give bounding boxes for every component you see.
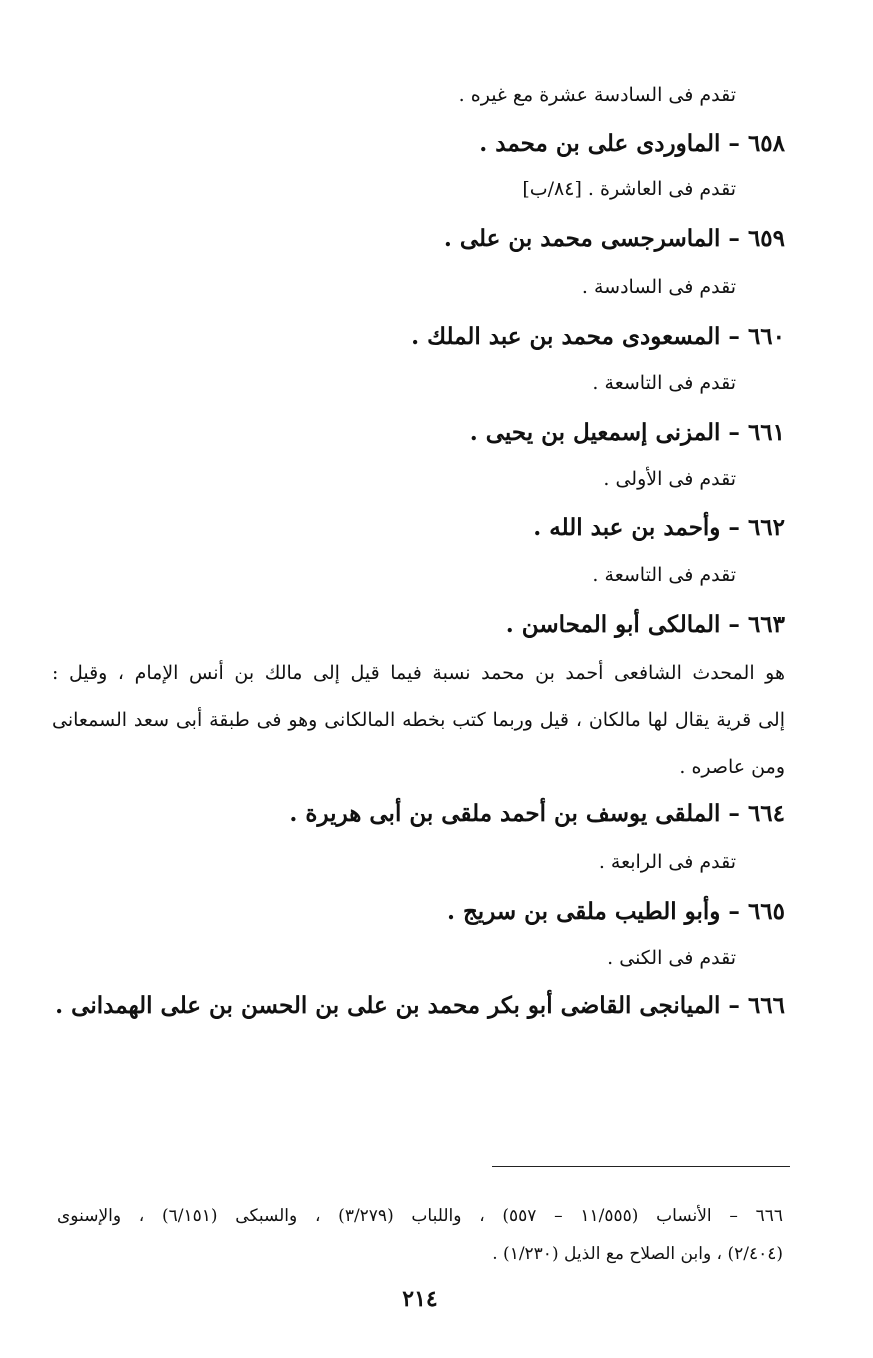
footnote-line: ٦٦٦ – الأنساب (١١/٥٥٥ – ٥٥٧) ، واللباب (٣/٢٧٩) ، والسبكى (٦/١٥١) ، والإسنوى	[57, 1206, 783, 1226]
entry-663-body-line: هو المحدث الشافعى أحمد بن محمد نسبة فيما قيل إلى مالك بن أنس الإمام ، وقيل :	[52, 662, 785, 684]
cross-reference-note: تقدم فى العاشرة . [٨٤/ب]	[522, 178, 736, 200]
entry-662-heading: ٦٦٢ – وأحمد بن عبد الله .	[533, 514, 785, 541]
cross-reference-note: تقدم فى السادسة عشرة مع غيره .	[458, 84, 736, 106]
entry-663-body-line: إلى قرية يقال لها مالكان ، قيل وربما كتب بخطه المالكانى وهو فى طبقة أبى سعد السمعانى	[52, 709, 785, 731]
entry-663-body-line: ومن عاصره .	[679, 756, 785, 778]
footnote-separator	[492, 1166, 790, 1167]
page-number: ٢١٤	[402, 1286, 438, 1312]
entry-661-heading: ٦٦١ – المزنى إسمعيل بن يحيى .	[469, 419, 785, 446]
cross-reference-note: تقدم فى الكنى .	[607, 947, 736, 969]
entry-664-heading: ٦٦٤ – الملقى يوسف بن أحمد ملقى بن أبى هريرة .	[289, 800, 785, 827]
entry-666-heading: ٦٦٦ – الميانجى القاضى أبو بكر محمد بن على بن الحسن بن على الهمدانى .	[55, 992, 785, 1019]
cross-reference-note: تقدم فى التاسعة .	[592, 372, 736, 394]
entry-665-heading: ٦٦٥ – وأبو الطيب ملقى بن سريج .	[446, 898, 785, 925]
footnote-line: (٢/٤٠٤) ، وابن الصلاح مع الذيل (١/٢٣٠) .	[492, 1244, 783, 1264]
entry-663-heading: ٦٦٣ – المالكى أبو المحاسن .	[505, 611, 785, 638]
entry-659-heading: ٦٥٩ – الماسرجسى محمد بن على .	[443, 225, 785, 252]
entry-660-heading: ٦٦٠ – المسعودى محمد بن عبد الملك .	[411, 323, 785, 350]
cross-reference-note: تقدم فى الرابعة .	[598, 851, 736, 873]
cross-reference-note: تقدم فى التاسعة .	[592, 564, 736, 586]
entry-658-heading: ٦٥٨ – الماوردى على بن محمد .	[479, 130, 785, 157]
cross-reference-note: تقدم فى السادسة .	[581, 276, 736, 298]
cross-reference-note: تقدم فى الأولى .	[603, 468, 736, 490]
